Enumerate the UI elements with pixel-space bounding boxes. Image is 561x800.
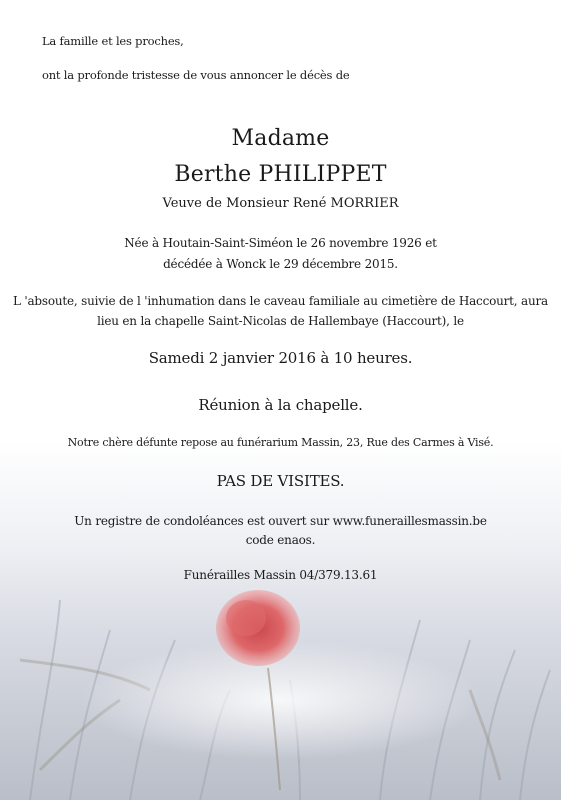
ceremony-line-1: L 'absoute, suivie de l 'inhumation dans le caveau familiale au cimetière de Haccourt, aura (12, 294, 549, 308)
death-line: décédée à Wonck le 29 décembre 2015. (163, 257, 398, 271)
funeral-home-contact: Funérailles Massin 04/379.13.61 (183, 568, 378, 582)
no-visits-note: PAS DE VISITES. (216, 472, 345, 490)
gathering-note: Réunion à la chapelle. (198, 396, 363, 414)
condolences-code: code enaos. (245, 533, 316, 547)
ceremony-datetime: Samedi 2 janvier 2016 à 10 heures. (148, 349, 413, 367)
condolences-line-1: Un registre de condoléances est ouvert sur www.funeraillesmassin.be (74, 514, 487, 528)
intro-family: La famille et les proches, (42, 34, 184, 48)
funerarium-note: Notre chère défunte repose au funérarium Massin, 23, Rue des Carmes à Visé. (67, 436, 494, 449)
birth-line: Née à Houtain-Saint-Siméon le 26 novembre 1926 et (124, 236, 437, 250)
deceased-title: Madame (231, 126, 330, 151)
ceremony-line-2: lieu en la chapelle Saint-Nicolas de Hallembaye (Haccourt), le (97, 314, 464, 328)
intro-announcement: ont la profonde tristesse de vous annoncer le décès de (42, 68, 350, 82)
deceased-relation: Veuve de Monsieur René MORRIER (162, 196, 399, 211)
deceased-name: Berthe PHILIPPET (174, 162, 387, 187)
